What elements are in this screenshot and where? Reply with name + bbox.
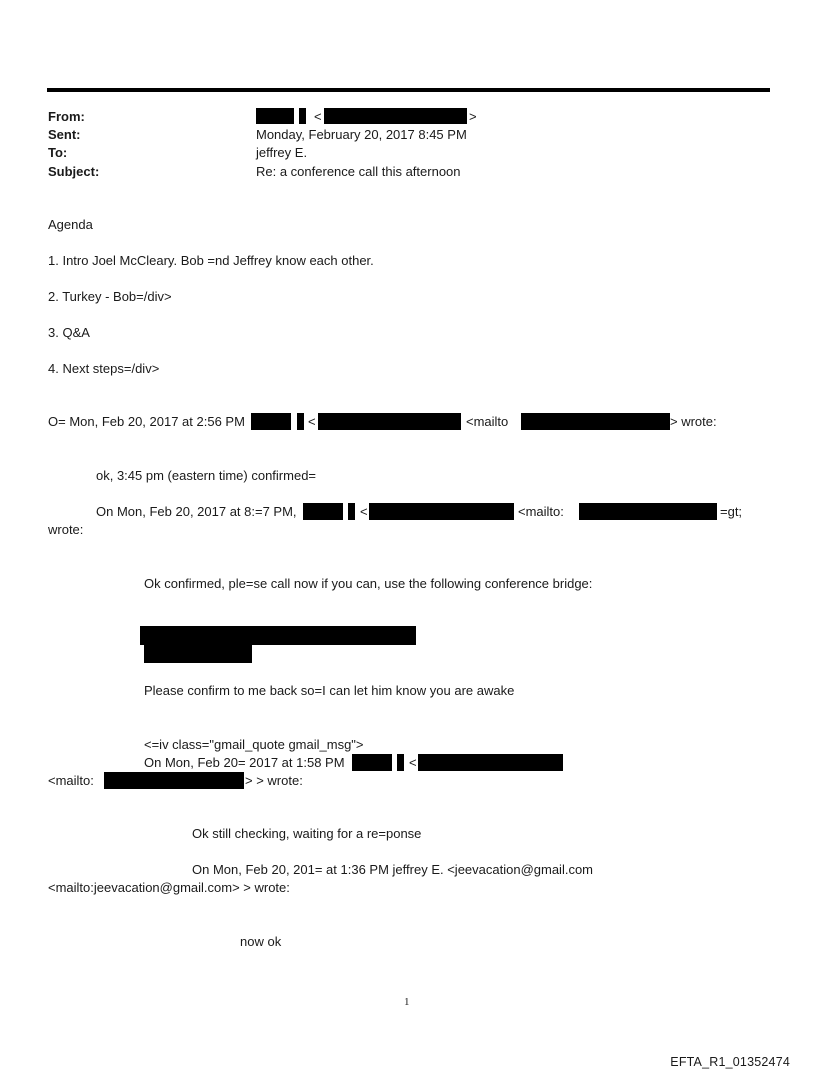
- sent-label: Sent:: [48, 127, 81, 142]
- redaction-block: [256, 108, 294, 124]
- redaction-block: [299, 108, 306, 124]
- quote2-mailto: <mailto:: [518, 504, 564, 519]
- agenda-item-3: 3. Q&A: [48, 325, 90, 340]
- subject-value: Re: a conference call this afternoon: [256, 164, 461, 179]
- redaction-block: [521, 413, 670, 430]
- gmail-quote-div: <=iv class="gmail_quote gmail_msg">: [144, 737, 364, 752]
- redaction-block: [324, 108, 467, 124]
- quote2-gt: =gt;: [720, 504, 743, 519]
- bridge-line: Ok confirmed, ple=se call now if you can, use the following conference bridge:: [144, 576, 593, 591]
- to-value: jeffrey E.: [256, 145, 308, 160]
- from-label: From:: [48, 109, 85, 124]
- redaction-block: [251, 413, 291, 430]
- redaction-block: [397, 754, 404, 771]
- quote4-mailto: <mailto:jeevacation@gmail.com> > wrote:: [48, 880, 290, 895]
- page-number: 1: [404, 996, 410, 1008]
- quote1-attribution: O= Mon, Feb 20, 2017 at 2:56 PM: [48, 414, 245, 429]
- agenda-item-4: 4. Next steps=/div>: [48, 361, 160, 376]
- to-label: To:: [48, 145, 68, 160]
- redaction-block: [352, 754, 392, 771]
- redaction-block: [318, 413, 461, 430]
- document-id: EFTA_R1_01352474: [670, 1055, 790, 1069]
- checking-line: Ok still checking, waiting for a re=ponse: [192, 826, 422, 841]
- quote1-lt: <: [308, 414, 316, 429]
- confirm-back-line: Please confirm to me back so=I can let him know you are awake: [144, 683, 515, 698]
- from-gt: >: [469, 109, 477, 124]
- redaction-block: [579, 503, 717, 520]
- quote4-attribution: On Mon, Feb 20, 201= at 1:36 PM jeffrey E. <jeevacation@gmail.com: [192, 862, 594, 877]
- quote3-mailto: <mailto:: [48, 773, 94, 788]
- confirmed-line: ok, 3:45 pm (eastern time) confirmed=: [96, 468, 317, 483]
- now-ok-line: now ok: [240, 934, 282, 949]
- redaction-block: [348, 503, 355, 520]
- agenda-item-2: 2. Turkey - Bob=/div>: [48, 289, 172, 304]
- redaction-block: [303, 503, 343, 520]
- header-rule: [47, 88, 770, 92]
- quote2-wrote: wrote:: [48, 522, 84, 537]
- quote1-wrote: > wrote:: [670, 414, 717, 429]
- redaction-block: [297, 413, 304, 430]
- redaction-block: [144, 644, 252, 663]
- agenda-heading: Agenda: [48, 217, 93, 232]
- sent-value: Monday, February 20, 2017 8:45 PM: [256, 127, 467, 142]
- quote1-mailto: <mailto: [466, 414, 509, 429]
- quote3-wrote: > > wrote:: [245, 773, 303, 788]
- agenda-item-1: 1. Intro Joel McCleary. Bob =nd Jeffrey know each other.: [48, 253, 374, 268]
- quote2-lt: <: [360, 504, 368, 519]
- quote3-lt: <: [409, 755, 417, 770]
- redaction-block: [140, 626, 416, 645]
- redaction-block: [418, 754, 563, 771]
- quote3-attribution: On Mon, Feb 20= 2017 at 1:58 PM: [144, 755, 345, 770]
- subject-label: Subject:: [48, 164, 100, 179]
- redaction-block: [104, 772, 244, 789]
- redaction-block: [369, 503, 514, 520]
- quote2-attribution: On Mon, Feb 20, 2017 at 8:=7 PM,: [96, 504, 297, 519]
- from-lt: <: [314, 109, 322, 124]
